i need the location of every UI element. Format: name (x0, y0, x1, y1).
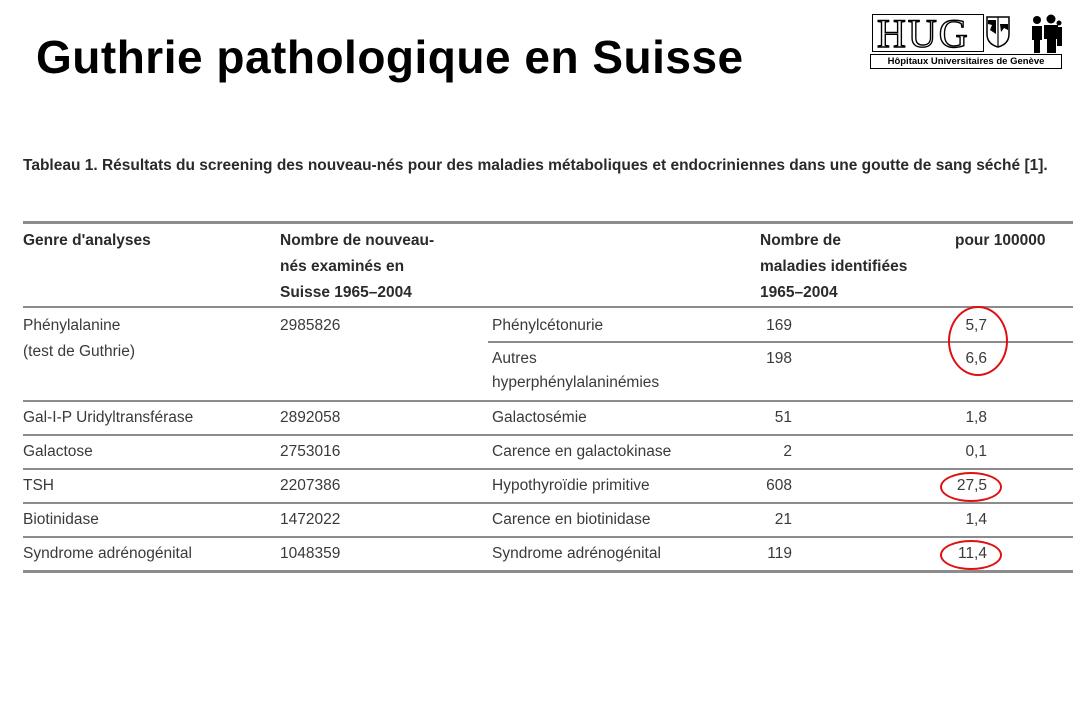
disease-name: Autres (492, 350, 537, 367)
header-examined-line: Nombre de nouveau- (280, 232, 435, 249)
slide-title: Guthrie pathologique en Suisse (36, 31, 744, 83)
analysis-name: Phénylalanine (23, 317, 121, 334)
highlight-circle (948, 306, 1008, 376)
per-100000-value: 0,1 (965, 443, 987, 460)
table-rule (23, 502, 1073, 504)
analysis-name: Gal-I-P Uridyltransférase (23, 409, 194, 426)
header-identified-line: 1965–2004 (760, 284, 838, 301)
table-rule (23, 306, 1073, 308)
table-caption: Tableau 1. Résultats du screening des nouveau-nés pour des maladies métaboliques et endocriniennes dans une goutte de sang séché [1]. (23, 157, 1048, 174)
geneva-shield-icon (986, 16, 1010, 48)
disease-count: 21 (774, 511, 792, 528)
disease-name: Galactosémie (492, 409, 587, 426)
hug-logo (870, 11, 1062, 70)
disease-name: Phénylcétonurie (492, 317, 604, 334)
disease-count: 169 (766, 317, 792, 334)
disease-count: 608 (766, 477, 792, 494)
header-identified-line: Nombre de (760, 232, 841, 249)
analysis-name: Biotinidase (23, 511, 99, 528)
examined-count: 1048359 (280, 545, 341, 562)
per-100000-value: 6,6 (965, 350, 987, 367)
disease-count: 2 (783, 443, 792, 460)
examined-count: 2207386 (280, 477, 341, 494)
examined-count: 2985826 (280, 317, 341, 334)
disease-count: 51 (774, 409, 792, 426)
analysis-name: Syndrome adrénogénital (23, 545, 192, 562)
disease-name: hyperphénylalaninémies (492, 374, 660, 391)
table-rule (23, 570, 1073, 573)
logo-subtitle: Hôpitaux Universitaires de Genève (870, 54, 1062, 69)
table-rule (23, 221, 1073, 224)
table-rule (23, 468, 1073, 470)
analysis-name: Galactose (23, 443, 93, 460)
disease-count: 119 (767, 545, 792, 562)
examined-count: 2892058 (280, 409, 341, 426)
table-rule (23, 400, 1073, 402)
per-100000-value: 5,7 (965, 317, 987, 334)
per-100000-value: 11,4 (957, 545, 987, 562)
header-examined-line: Suisse 1965–2004 (280, 284, 412, 301)
disease-count: 198 (766, 350, 792, 367)
header-per-100000: pour 100000 (955, 232, 1046, 249)
header-identified-line: maladies identifiées (760, 258, 908, 275)
table-rule (23, 536, 1073, 538)
disease-name: Syndrome adrénogénital (492, 545, 661, 562)
people-figures-icon (1030, 14, 1062, 54)
per-100000-value: 1,4 (965, 511, 987, 528)
header-examined-line: nés examinés en (280, 258, 405, 275)
highlight-circle (940, 540, 1002, 570)
disease-name: Hypothyroïdie primitive (492, 477, 650, 494)
highlight-circle (940, 472, 1002, 502)
per-100000-value: 27,5 (956, 477, 987, 494)
analysis-name: TSH (23, 477, 54, 494)
disease-name: Carence en biotinidase (492, 511, 651, 528)
logo-wordmark: HUG (872, 14, 984, 52)
header-analysis-type: Genre d'analyses (23, 232, 151, 249)
table-rule (23, 434, 1073, 436)
disease-name: Carence en galactokinase (492, 443, 672, 460)
per-100000-value: 1,8 (965, 409, 987, 426)
examined-count: 2753016 (280, 443, 341, 460)
analysis-name: (test de Guthrie) (23, 343, 135, 360)
examined-count: 1472022 (280, 511, 341, 528)
